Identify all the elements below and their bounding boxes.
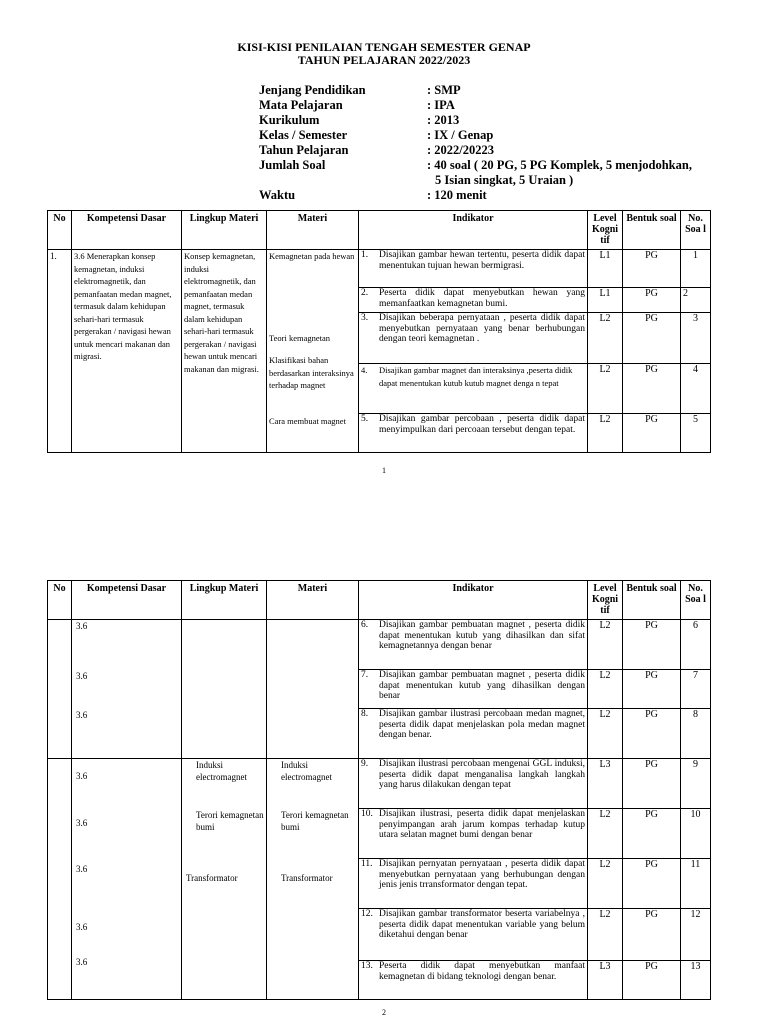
materi-item: Transformator [281,873,333,883]
lingkup-item: Transformator [186,873,238,883]
header-no: No [48,211,72,250]
indikator-number: 4. [361,365,368,375]
bentuk-cell: PG [623,250,681,288]
indikator-number: 12. [361,909,373,919]
kd-label: 3.6 [76,621,88,631]
indikator-text: Disajikan gambar hewan tertentu, peserta didik dapat menentukan tujuan hewan bermigrasi. [379,250,585,271]
indikator-text: Disajikan ilustrasi, peserta didik dapat menjelaskan penyimpangan arah jarum kompas terhadap kutup utara selatan magnet bumi dengan benar [379,809,585,840]
meta-label: Tahun Pelajaran [259,143,349,157]
indikator-cell [359,859,588,909]
indikator-number: 7. [361,670,369,680]
level-cell: L2 [588,313,623,364]
lingkup-item: Induksi electromagnet [196,760,247,782]
row-number: 1. [48,250,72,453]
no-soal-cell: 7 [681,670,711,709]
indikator-cell [359,759,588,809]
meta-label: Kelas / Semester [259,128,348,142]
lingkup-item: Terori kemagnetan bumi [196,810,264,832]
level-cell: L2 [588,364,623,414]
meta-value: : IPA [427,98,455,112]
bentuk-cell: PG [623,620,681,670]
meta-value: : 120 menit [427,188,487,202]
lingkup-materi-cell [182,620,267,759]
kisi-table-page2 [47,580,711,1000]
kd-label: 3.6 [76,957,88,967]
bentuk-cell: PG [623,809,681,859]
kd-label: 3.6 [76,818,88,828]
materi-item: Terori kemagnetan bumi [281,810,349,832]
no-soal-cell: 8 [681,709,711,759]
indikator-number: 11. [361,859,373,869]
no-soal-cell: 11 [681,859,711,909]
indikator-cell [359,313,588,364]
indikator-text: Disajikan gambar transformator beserta variabelnya , peserta didik dapat menentukan variable yang belum diketahui dengan benar [379,909,585,940]
no-soal-cell: 3 [681,313,711,364]
meta-value: : IX / Genap [427,128,494,142]
indikator-text: Disajikan gambar pembuatan magnet , peserta didik dapat menentukan kutub yang dihasilkan dan sifat kemagnetannya dengan benar [379,620,585,651]
doc-title-line2: TAHUN PELAJARAN 2022/2023 [297,53,471,67]
indikator-cell [359,250,588,288]
materi-cell [267,759,359,1000]
indikator-number: 8. [361,709,369,719]
level-cell: L3 [588,961,623,1000]
header-indikator: Indikator [359,581,588,620]
no-soal-cell: 5 [681,414,711,453]
no-soal-cell: 6 [681,620,711,670]
row-number [48,620,72,759]
indikator-text: Disajikan gambar percobaan , peserta didik dapat menyimpulkan dari percoaan tersebut dengan tepat. [379,414,585,435]
indikator-cell [359,414,588,453]
no-soal-cell: 2 [681,288,711,313]
header-lingkup-materi: Lingkup Materi [182,581,267,620]
page-number: 1 [382,466,386,475]
indikator-number: 6. [361,620,369,630]
level-cell: L2 [588,620,623,670]
level-cell: L2 [588,414,623,453]
indikator-text: Disajikan beberapa pernyataan , peserta didik dapat menyebutkan pernyataan yang benar berhubungan dengan teori kemagnetan . [379,313,585,344]
meta-label: Jenjang Pendidikan [259,83,366,97]
indikator-text: Disajikan ilustrasi percobaan mengenai GGL induksi, peserta didik dapat menganalisa langkah langkah yang harus dilakukan dengan tepat [379,759,585,790]
meta-value: : 40 soal ( 20 PG, 5 PG Komplek, 5 menjodohkan, [427,158,692,172]
level-cell: L2 [588,859,623,909]
bentuk-cell: PG [623,759,681,809]
indikator-text: Disajikan pernyatan pernyataan , peserta didik dapat menyebutkan pernyataan yang berhubungan dengan jenis jenis trransformator dengan tepat. [379,859,585,890]
page-number: 2 [382,1008,386,1017]
bentuk-cell: PG [623,364,681,414]
doc-title-line1: KISI-KISI PENILAIAN TENGAH SEMESTER GENAP [237,40,531,54]
indikator-cell [359,364,588,414]
meta-label: Waktu [259,188,296,202]
bentuk-cell: PG [623,909,681,961]
meta-value: : SMP [427,83,461,97]
meta-label: Mata Pelajaran [259,98,343,112]
kd-label: 3.6 [76,864,88,874]
level-cell: L1 [588,288,623,313]
level-cell: L2 [588,909,623,961]
no-soal-cell: 12 [681,909,711,961]
header-no-soal: No. Soa l [681,581,711,620]
meta-label: Kurikulum [259,113,320,127]
indikator-cell [359,288,588,313]
kd-label: 3.6 [76,771,88,781]
materi-cell [267,620,359,759]
indikator-cell [359,809,588,859]
materi-item: Induksi electromagnet [281,760,332,782]
header-bentuk-soal: Bentuk soal [623,211,681,250]
kd-label: 3.6 [76,922,88,932]
bentuk-cell: PG [623,961,681,1000]
indikator-number: 10. [361,809,373,819]
indikator-text: Disajikan gambar pembuatan magnet , peserta didik dapat menentukan kutub yang dihasilkan dengan benar [379,670,585,701]
indikator-number: 5. [361,414,369,424]
materi-item: Teori kemagnetan [269,333,331,343]
indikator-number: 2. [361,288,369,298]
header-materi: Materi [267,211,359,250]
meta-value-continued: 5 Isian singkat, 5 Uraian ) [435,173,574,187]
indikator-cell [359,909,588,961]
indikator-text: Peserta didik dapat menyebutkan hewan yang memanfaatkan kemagnetan bumi. [379,288,585,309]
indikator-cell [359,709,588,759]
kd-label: 3.6 [76,710,88,720]
kompetensi-dasar-cell [72,759,182,1000]
indikator-text: Disajikan gambar magnet dan interaksinya ,peserta didik dapat menentukan kutub kutub magnet denga n tepat [379,365,573,388]
meta-value: : 2022/20223 [427,143,495,157]
indikator-number: 9. [361,759,369,769]
header-level-kognitif: Level Kogni tif [588,211,623,250]
indikator-number: 13. [361,961,373,971]
row-number [48,759,72,1000]
no-soal-cell: 9 [681,759,711,809]
header-no-soal: No. Soa l [681,211,711,250]
header-bentuk-soal: Bentuk soal [623,581,681,620]
lingkup-materi-cell: Konsep kemagnetan, induksi elektromagnetik, dan pemanfaatan medan magnet, termasuk dalam kehidupan sehari-hari termasuk pergerakan / navigasi hewan untuk mencari makanan dan migrasi. [182,250,267,453]
no-soal-cell: 10 [681,809,711,859]
bentuk-cell: PG [623,859,681,909]
level-cell: L2 [588,670,623,709]
kisi-table-page1 [47,210,711,453]
bentuk-cell: PG [623,288,681,313]
meta-value: : 2013 [427,113,460,127]
materi-cell [267,250,359,453]
indikator-cell [359,670,588,709]
no-soal-cell: 1 [681,250,711,288]
header-level-kognitif: Level Kogni tif [588,581,623,620]
meta-label: Jumlah Soal [259,158,326,172]
kompetensi-dasar-cell [72,620,182,759]
header-indikator: Indikator [359,211,588,250]
level-cell: L3 [588,759,623,809]
level-cell: L2 [588,709,623,759]
no-soal-cell: 4 [681,364,711,414]
level-cell: L1 [588,250,623,288]
indikator-text: Peserta didik dapat menyebutkan manfaat kemagnetan di bidang teknologi dengan benar. [379,961,585,982]
header-kompetensi-dasar: Kompetensi Dasar [72,211,182,250]
indikator-number: 3. [361,313,369,323]
kompetensi-dasar-cell: 3.6 Menerapkan konsep kemagnetan, induksi elektromagnetik, dan pemanfaatan medan magnet, termasuk dalam kehidupan sehari-hari termasuk pergerakan / navigasi hewan untuk mencari makanan dan migrasi. [72,250,182,453]
lingkup-materi-cell [182,759,267,1000]
bentuk-cell: PG [623,670,681,709]
indikator-number: 1. [361,250,369,260]
level-cell: L2 [588,809,623,859]
materi-item: Cara membuat magnet [269,416,346,426]
bentuk-cell: PG [623,709,681,759]
indikator-text: Disajikan gambar ilustrasi percobaan medan magnet, peserta didik dapat menjelaskan pola medan magnet dengan benar. [379,709,585,740]
indikator-cell [359,961,588,1000]
bentuk-cell: PG [623,313,681,364]
materi-item: Kemagnetan pada hewan [269,251,355,261]
kd-label: 3.6 [76,671,88,681]
header-lingkup-materi: Lingkup Materi [182,211,267,250]
no-soal-cell: 13 [681,961,711,1000]
indikator-cell [359,620,588,670]
materi-item: Klasifikasi bahan berdasarkan interaksinya terhadap magnet [269,355,354,390]
header-materi: Materi [267,581,359,620]
bentuk-cell: PG [623,414,681,453]
header-kompetensi-dasar: Kompetensi Dasar [72,581,182,620]
header-no: No [48,581,72,620]
